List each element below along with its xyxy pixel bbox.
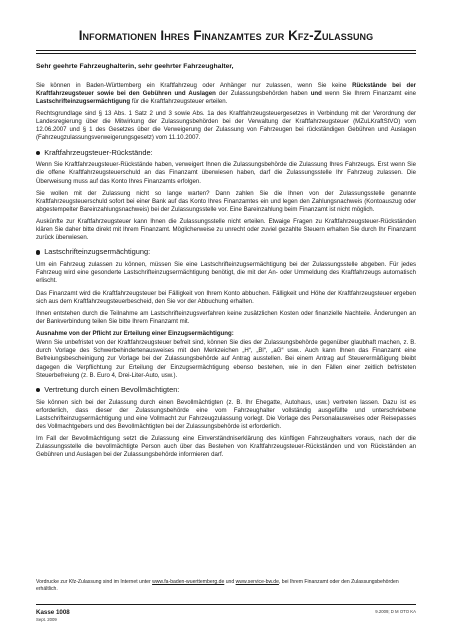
paragraph: Um ein Fahrzeug zulassen zu können, müssen Sie eine Lastschrifteinzugsermächtigung bei der Zulassungsstelle abgeben. Für jedes Fahrzeug wird eine gesonderte Lastschrifteinzugsermächtigung benötigt, die mit der An- oder Ummeldung des Kraftfahrzeugs automatisch erlischt. xyxy=(36,261,416,285)
document-body xyxy=(36,63,416,463)
footer-text: , bei Ihrem Finanzamt oder den Zulassungsbehörden erhältlich. xyxy=(36,579,399,592)
form-id: Kasse 1008 xyxy=(36,609,70,616)
paragraph: Das Finanzamt wird die Kraftfahrzeugsteuer bei Fälligkeit von Ihrem Konto abbuchen. Fälligkeit und Höhe der Kraftfahrzeugsteuer ergeben sich aus dem Kraftfahrzeugsteuerbescheid, den Sie vor der Abbuchung erhalten. xyxy=(36,289,416,305)
intro-bold-text: Lastschrifteinzugsermächtigung xyxy=(36,97,131,105)
section-heading-direct-debit xyxy=(36,248,416,256)
paragraph: Im Fall der Bevollmächtigung setzt die Zulassung eine Einverständniserklärung des künftigen Fahrzeughalters voraus, nach der die Zulassungsstelle die bevollmächtigte Person auch über das Bestehen von Kraftfahrzeugsteuer-Rückständen und von Rückständen an Gebühren und Auslagen bei der Zulassungsbehörde informieren darf. xyxy=(36,435,416,459)
footer-text: Vordrucke zur Kfz-Zulassung sind im Internet unter xyxy=(36,579,153,585)
paragraph: Sie wollen mit der Zulassung nicht so lange warten? Dann zahlen Sie die Ihnen von der Zulassungsstelle genannte Kraftfahrzeugsteuerschuld sofort bei einer Bank auf das Konto Ihres Finanzamtes ein und legen den Zahlungsnachweis (Kontoauszug oder abgestempelter Bareinzahlungsnachweis) bei der Zulassungsstelle vor. Eine Bareinzahlung beim Finanzamt ist nicht möglich. xyxy=(36,189,416,213)
section-heading-text: Kraftfahrzeugsteuer-Rückstände: xyxy=(44,147,153,157)
section-heading-text: Vertretung durch einen Bevollmächtigten: xyxy=(44,384,180,394)
section-heading-tax-arrears xyxy=(36,149,416,157)
paragraph: Auskünfte zur Kraftfahrzeugsteuer kann Ihnen die Zulassungsstelle nicht erteilen. Etwaige Fragen zu Kraftfahrzeugsteuer-Rückständen klären Sie daher bitte direkt mit Ihrem Finanzamt. Möglicherweise zu unrecht oder zuviel gezahlte Steuern erhalten Sie durch Ihr Finanzamt zurück überwiesen. xyxy=(36,218,416,242)
paragraph: Ihnen entstehen durch die Teilnahme am Lastschrifteinzugsverfahren keine zusätzlichen Kosten oder finanzielle Nachteile. Änderungen an der Bankverbindung teilen Sie bitte Ihrem Finanzamt mit. xyxy=(36,309,416,325)
bullet-icon xyxy=(36,388,40,392)
intro-bold-text: Rückstände bei der Kraftfahrzeugsteuer sowie bei den Gebühren und Auslagen xyxy=(36,81,416,97)
intro-paragraph-1 xyxy=(36,82,416,106)
section-heading-representation xyxy=(36,386,416,394)
link-fa-baden-wuerttemberg[interactable]: www.fa-baden-wuerttemberg.de xyxy=(152,579,225,585)
footer-note xyxy=(36,579,416,593)
footer-text: und xyxy=(224,579,236,585)
link-service-bw[interactable]: www.service-bw.de xyxy=(235,579,279,585)
intro-text: wenn Sie Ihrem Finanzamt eine xyxy=(321,89,416,97)
footer-rule xyxy=(36,604,416,605)
form-date: Sept. 2009 xyxy=(36,617,57,622)
page-title: Informationen Ihres Finanzamtes zur Kfz-Zulassung xyxy=(78,28,374,43)
salutation: Sehr geehrte Fahrzeughalterin, sehr geehrter Fahrzeughalter, xyxy=(36,63,234,70)
bullet-icon xyxy=(36,151,40,155)
paragraph: Sie können sich bei der Zulassung durch einen Bevollmächtigten (z. B. Ihr Ehegatte, Autohaus, usw.) vertreten lassen. Dazu ist es erforderlich, dass dieser der Zulassungsbehörde eine vom Fahrzeughalter vollständig ausgefüllte und unterschriebene Lastschrifteinzugsermächtigung und eine Vollmacht zur Fahrzeugzulassung vorlegt. Die Vorlage des Personalausweises oder Reisepasses des Vollmachtgebers und des Bevollmächtigten bei der Zulassungsbehörde ist erforderlich. xyxy=(36,398,416,430)
paragraph: Wenn Sie Kraftfahrzeugsteuer-Rückstände haben, verweigert Ihnen die Zulassungsbehörde die Zulassung Ihres Fahrzeugs. Erst wenn Sie die offene Kraftfahrzeugsteuerschuld an das Finanzamt überwiesen haben, darf die Zulassungsstelle Ihr Fahrzeug zulassen. Die Überweisung muss auf das Konto Ihres Finanzamts erfolgen. xyxy=(36,161,416,185)
exception-paragraph: Wenn Sie unbefristet von der Kraftfahrzeugsteuer befreit sind, können Sie dies der Zulassungsbehörde gegenüber glaubhaft machen, z. B. durch Vorlage des Schwerbehindertenausweises mit den Merkzeichen „H“, „Bl“, „aG“ usw.. Auch kann Ihnen das Finanzamt eine Befreiungsbescheinigung zur Vorlage bei der Zulassungsbehörde auf Antrag ausstellen. Bei einem Antrag auf Steuerermäßigung bleibt dagegen die Verpflichtung zur Erteilung der Einzugsermächtigung ebenso bestehen, wie in den Fällen einer zeitlich befristeten Steuerbefreiung (z. B. Euro 4, Drei-Liter-Auto, usw.). xyxy=(36,339,416,379)
print-code: 9.2009; D M OTO KA xyxy=(375,609,416,614)
intro-text: der Zulassungsbehörden haben xyxy=(215,89,311,97)
intro-bold-text: und xyxy=(310,89,322,97)
section-heading-text: Lastschrifteinzugsermächtigung: xyxy=(44,247,151,257)
intro-paragraph-2: Rechtsgrundlage sind § 13 Abs. 1 Satz 2 und 3 sowie Abs. 1a des Kraftfahrzeugsteuergesetzes in Verbindung mit der Verordnung der Landesregierung über die Mitwirkung der Zulassungsbehörden bei der Verwaltung der Kraftfahrzeugsteuer (MZuLKraftStVO) vom 12.06.2007 und § 1 des Gesetzes über die Verweigerung der Zulassung von Fahrzeugen bei rückständigen Gebühren und Auslagen (Fahrzeugzulassungsverweigerungsgesetz) vom 11.10.2007. xyxy=(36,110,416,142)
bullet-icon xyxy=(36,250,40,254)
intro-text: für die Kraftfahrzeugsteuer erteilen. xyxy=(130,97,228,105)
title-rule-top xyxy=(36,50,416,51)
exception-heading: Ausnahme von der Pflicht zur Erteilung einer Einzugsermächtigung: xyxy=(36,329,234,337)
title-rule-bottom xyxy=(36,53,416,54)
intro-text: Sie können in Baden-Württemberg ein Kraftfahrzeug oder Anhänger nur zulassen, wenn Sie keine xyxy=(36,81,353,89)
